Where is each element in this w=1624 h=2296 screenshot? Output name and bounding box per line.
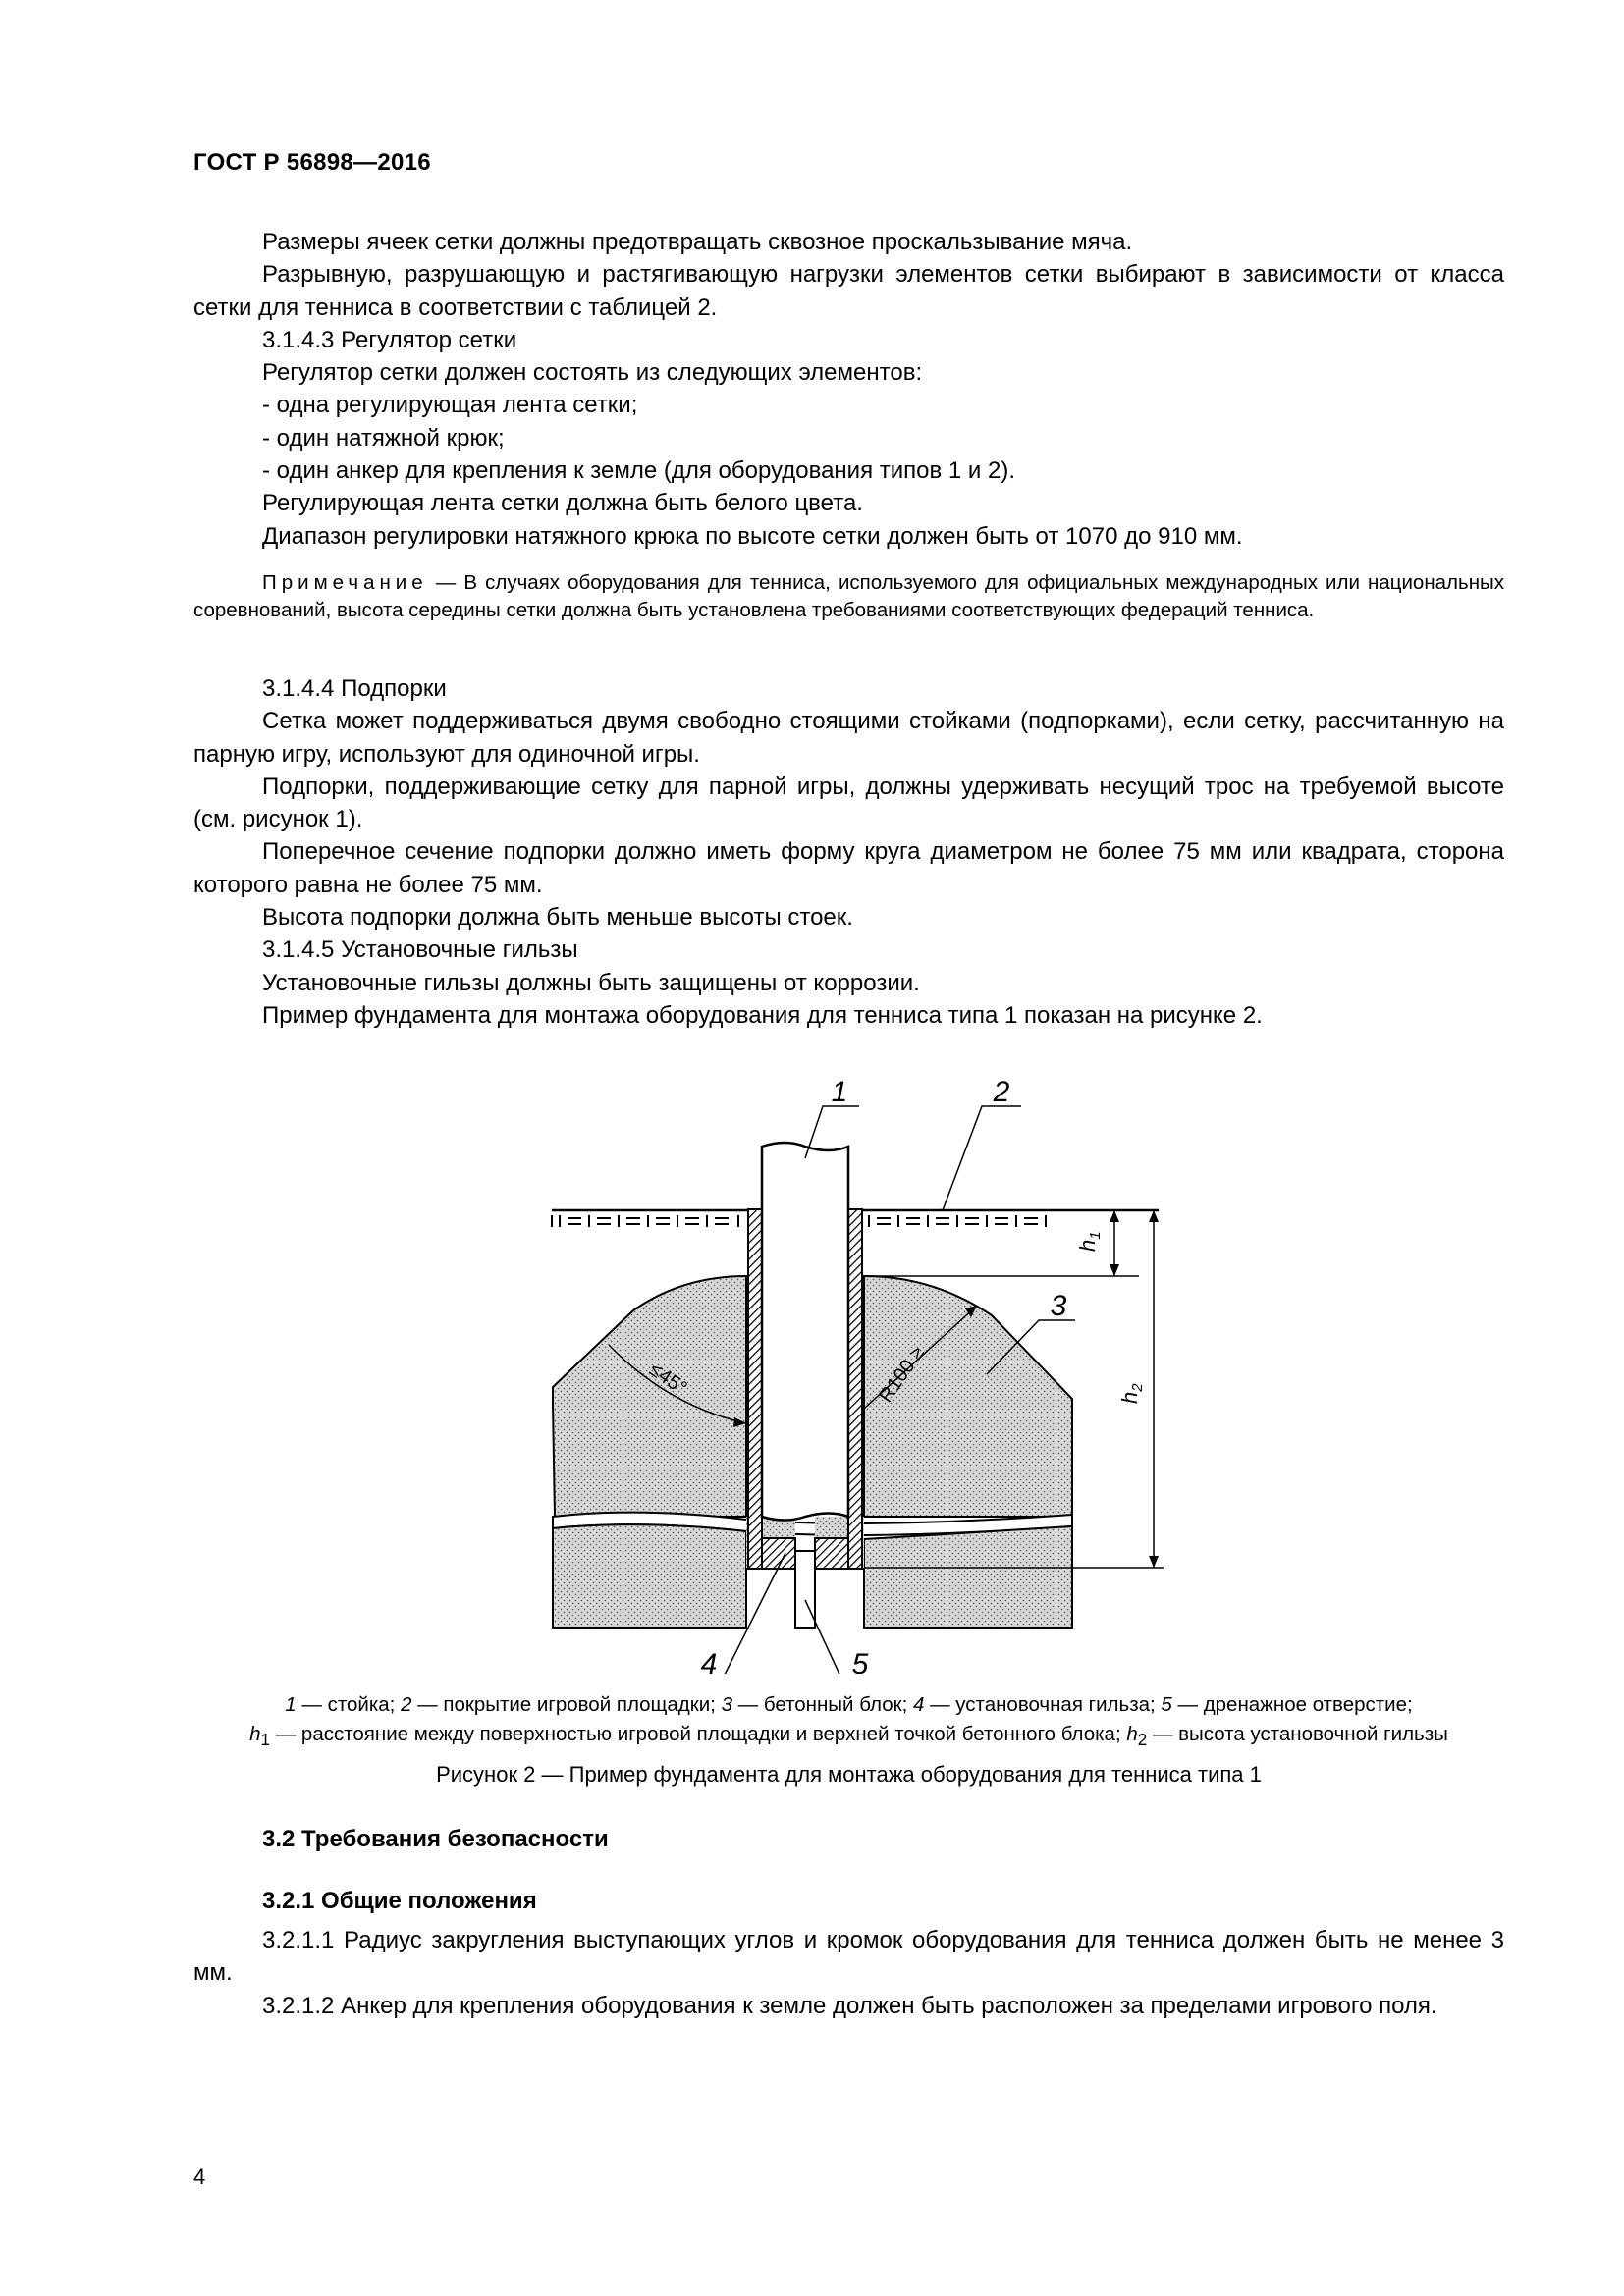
note-label: Примечание xyxy=(262,571,428,594)
legend-number: 1 xyxy=(285,1693,297,1716)
label-radius: R100 ≥ xyxy=(875,1342,930,1407)
figure-caption: Рисунок 2 — Пример фундамента для монтажа оборудования для тенниса типа 1 xyxy=(436,1762,1262,1787)
document-code: ГОСТ Р 56898—2016 xyxy=(193,149,431,176)
paragraph: Сетка может поддерживаться двумя свободно стоящими стойками (подпорками), если сетку, рассчитанную на парную игру, используют для одиночной игры. xyxy=(193,708,1504,768)
sleeve-base-left xyxy=(762,1538,795,1569)
paragraph: Пример фундамента для монтажа оборудования для тенниса типа 1 показан на рисунке 2. xyxy=(262,1001,1263,1029)
text-block-a xyxy=(193,226,1504,553)
paragraph: Регулятор сетки должен состоять из следующих элементов: xyxy=(262,359,923,387)
label-3: 3 xyxy=(1050,1290,1067,1322)
legend-number: 2 xyxy=(401,1693,412,1716)
paragraph: 3.2.1.1 Радиус закругления выступающих углов и кромок оборудования для тенниса должен быть не менее 3 мм. xyxy=(193,1927,1504,1987)
post xyxy=(762,1143,848,1521)
legend-number: 4 xyxy=(912,1693,925,1716)
sleeve-base-right xyxy=(815,1538,848,1569)
legend-text: — стойка; xyxy=(296,1693,402,1716)
legend-text: — высота установочной гильзы xyxy=(1147,1723,1448,1745)
h2-arrow-bottom xyxy=(1149,1556,1159,1568)
paragraph: Поперечное сечение подпорки должно иметь форму круга диаметром не более 75 мм или квадрата, сторона которого равна не более 75 мм. xyxy=(193,838,1504,898)
paragraph: Регулирующая лента сетки должна быть белого цвета. xyxy=(262,490,863,517)
h2-arrow-top xyxy=(1149,1210,1159,1222)
page-number: 4 xyxy=(193,2164,206,2189)
note xyxy=(193,569,1504,624)
section-heading-3-2-1: 3.2.1 Общие положения xyxy=(262,1888,537,1914)
svg-text:h1: $h_1$ xyxy=(1075,1231,1104,1252)
legend-symbol: h xyxy=(1126,1723,1138,1745)
note-text: — В случаях оборудования для тенниса, используемого для официальных международных или национальных соревнований, высота середины сетки должна быть установлена требованиями соответствующих федераций тенниса. xyxy=(193,571,1504,621)
list-item: - один натяжной крюк; xyxy=(262,424,505,452)
legend-subscript: 2 xyxy=(1137,1731,1148,1750)
subsection-heading: 3.1.4.3 Регулятор сетки xyxy=(262,326,517,353)
paragraph: Размеры ячеек сетки должны предотвращать сквозное проскальзывание мяча. xyxy=(262,229,1133,255)
subsection-heading: 3.1.4.5 Установочные гильзы xyxy=(262,936,578,964)
section-heading-3-2: 3.2 Требования безопасности xyxy=(262,1826,609,1852)
label-angle: ≤45° xyxy=(645,1359,691,1400)
subsection-heading: 3.1.4.4 Подпорки xyxy=(262,675,447,702)
legend-text: — дренажное отверстие; xyxy=(1171,1693,1413,1716)
list-item: - один анкер для крепления к земле (для оборудования типов 1 и 2). xyxy=(262,457,1016,485)
paragraph: Разрывную, разрушающую и растягивающую нагрузки элементов сетки выбирают в зависимости от класса сетки для тенниса в соответствии с таблицей 2. xyxy=(193,261,1504,321)
legend-line-1 xyxy=(193,1690,1504,1720)
sleeve-wall-right xyxy=(848,1209,862,1569)
legend-text: — бетонный блок; xyxy=(731,1693,913,1716)
text-block-c xyxy=(193,1924,1504,2022)
legend-text: — расстояние между поверхностью игровой площадки и верхней точкой бетонного блока; xyxy=(270,1723,1127,1745)
concrete-block-lower-right xyxy=(864,1526,1072,1628)
label-h1 xyxy=(1075,1231,1104,1252)
legend-subscript: 1 xyxy=(260,1731,271,1750)
label-1: 1 xyxy=(831,1076,848,1108)
leader-2 xyxy=(943,1106,1021,1210)
paragraph: Диапазон регулировки натяжного крюка по высоте сетки должен быть от 1070 до 910 мм. xyxy=(262,522,1243,550)
foundation-drawing xyxy=(491,1055,1178,1674)
svg-text:h2: $h_2$ xyxy=(1117,1383,1146,1404)
paragraph: Высота подпорки должна быть меньше высоты стоек. xyxy=(262,904,853,932)
sleeve-wall-left xyxy=(748,1209,762,1569)
paragraph: Подпорки, поддерживающие сетку для парной игры, должны удерживать несущий трос на требуемой высоте (см. рисунок 1). xyxy=(193,773,1504,833)
label-h2 xyxy=(1117,1383,1146,1404)
label-4: 4 xyxy=(700,1648,718,1674)
legend-number: 5 xyxy=(1161,1693,1172,1716)
h1-arrow-bottom xyxy=(1110,1264,1119,1276)
paragraph: Установочные гильзы должны быть защищены от коррозии. xyxy=(262,969,920,996)
text-block-b xyxy=(193,672,1504,1032)
paragraph: 3.2.1.2 Анкер для крепления оборудования к земле должен быть расположен за пределами игрового поля. xyxy=(262,1992,1437,2019)
concrete-block-upper xyxy=(553,1276,746,1517)
concrete-block-lower xyxy=(553,1524,746,1628)
label-2: 2 xyxy=(993,1076,1010,1108)
h1-arrow-top xyxy=(1110,1210,1119,1222)
label-5: 5 xyxy=(851,1648,869,1674)
legend-symbol: h xyxy=(249,1723,261,1745)
legend-line-2 xyxy=(193,1720,1504,1755)
list-item: - одна регулирующая лента сетки; xyxy=(262,392,638,419)
legend-number: 3 xyxy=(721,1693,732,1716)
figure-legend xyxy=(193,1690,1504,1755)
legend-text: — установочная гильза; xyxy=(924,1693,1162,1716)
legend-text: — покрытие игровой площадки; xyxy=(411,1693,722,1716)
